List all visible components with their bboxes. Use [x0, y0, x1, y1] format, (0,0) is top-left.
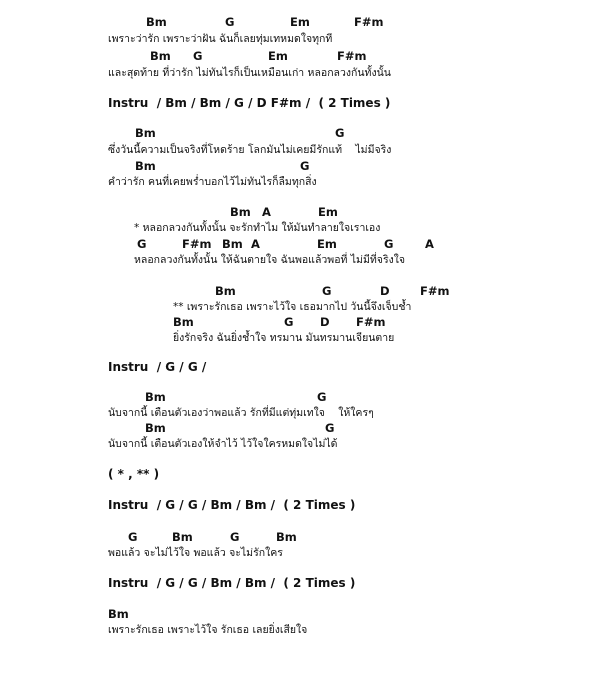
chord: Bm: [172, 530, 193, 544]
lyric-line: * หลอกลวงกันทั้งนั้น จะรักทำไม ให้มันทำลายใจเราเอง: [134, 222, 381, 234]
chord: F#m: [337, 49, 367, 63]
lyric-line: ยิ่งรักจริง ฉันยิ่งช้ำใจ ทรมาน มันทรมานเจียนตาย: [173, 332, 395, 344]
chord: G: [284, 315, 294, 329]
chord: F#m: [182, 237, 212, 251]
lyric-line: หลอกลวงกันทั้งนั้น ให้ฉันตายใจ ฉันพอแล้วพอที่ ไม่มีที่จริงใจ: [134, 254, 406, 266]
chord: G: [322, 284, 332, 298]
chord: Bm: [150, 49, 171, 63]
chord: Bm: [173, 315, 194, 329]
chord: G: [128, 530, 138, 544]
lyric-line: และสุดท้าย ที่ว่ารัก ไม่ทันไรก็เป็นเหมือนเก่า หลอกลวงกันทั้งนั้น: [108, 67, 391, 79]
chord: Bm: [135, 126, 156, 140]
instrumental-line: Instru / G / G / Bm / Bm / ( 2 Times ): [108, 576, 356, 590]
chord: Bm: [222, 237, 243, 251]
instrumental-line: Instru / G / G /: [108, 360, 207, 374]
chord: G: [325, 421, 335, 435]
lyric-line: นับจากนี้ เตือนตัวเองให้จำไว้ ไว้ใจใครหมดใจไม่ได้: [108, 438, 338, 450]
lyric-line: คำว่ารัก คนที่เคยพร่ำบอกไว้ไม่ทันไรก็ลืมทุกสิ่ง: [108, 176, 317, 188]
instrumental-line: Instru / G / G / Bm / Bm / ( 2 Times ): [108, 498, 356, 512]
chord: Bm: [146, 15, 167, 29]
chord: G: [300, 159, 310, 173]
chord: Bm: [145, 421, 166, 435]
lyric-line: พอแล้ว จะไม่ไว้ใจ พอแล้ว จะไม่รักใคร: [108, 547, 283, 559]
instrumental-line: Instru / Bm / Bm / G / D F#m / ( 2 Times ): [108, 96, 391, 110]
chord: Bm: [135, 159, 156, 173]
chord: Bm: [145, 390, 166, 404]
chord: Em: [317, 237, 337, 251]
chord: F#m: [354, 15, 384, 29]
lyric-line: ซึ่งวันนี้ความเป็นจริงที่โหดร้าย โลกมันไม่เคยมีรักแท้ ไม่มีจริง: [108, 144, 392, 156]
chord-line: [0, 13, 600, 31]
chord: Em: [290, 15, 310, 29]
lyric-line: เพราะรักเธอ เพราะไว้ใจ รักเธอ เลยยิ่งเสียใจ: [108, 624, 308, 636]
chord: D: [380, 284, 390, 298]
chord: G: [225, 15, 235, 29]
chord: A: [425, 237, 434, 251]
chord: Bm: [230, 205, 251, 219]
chord: F#m: [356, 315, 386, 329]
chord: Bm: [215, 284, 236, 298]
chord: A: [262, 205, 271, 219]
chord: Em: [268, 49, 288, 63]
chord-line: [0, 124, 600, 142]
chord: D: [320, 315, 330, 329]
chord: Em: [318, 205, 338, 219]
lyric-line: นับจากนี้ เตือนตัวเองว่าพอแล้ว รักที่มีแต่ทุ่มเทใจ ให้ใครๆ: [108, 407, 374, 419]
chord: A: [251, 237, 260, 251]
repeat-marker: ( * , ** ): [108, 467, 160, 481]
chord: G: [317, 390, 327, 404]
chord: F#m: [420, 284, 450, 298]
chord: G: [384, 237, 394, 251]
chord-line: [0, 47, 600, 65]
chord: G: [335, 126, 345, 140]
lyric-line: ** เพราะรักเธอ เพราะไว้ใจ เธอมากไป วันนี้จึงเจ็บช้ำ: [173, 301, 412, 313]
chord: G: [193, 49, 203, 63]
chord: Bm: [276, 530, 297, 544]
chord: G: [230, 530, 240, 544]
chord: G: [137, 237, 147, 251]
chord: Bm: [108, 607, 129, 621]
lyric-line: เพราะว่ารัก เพราะว่าฝัน ฉันก็เลยทุ่มเทหมดใจทุกที: [108, 33, 333, 45]
